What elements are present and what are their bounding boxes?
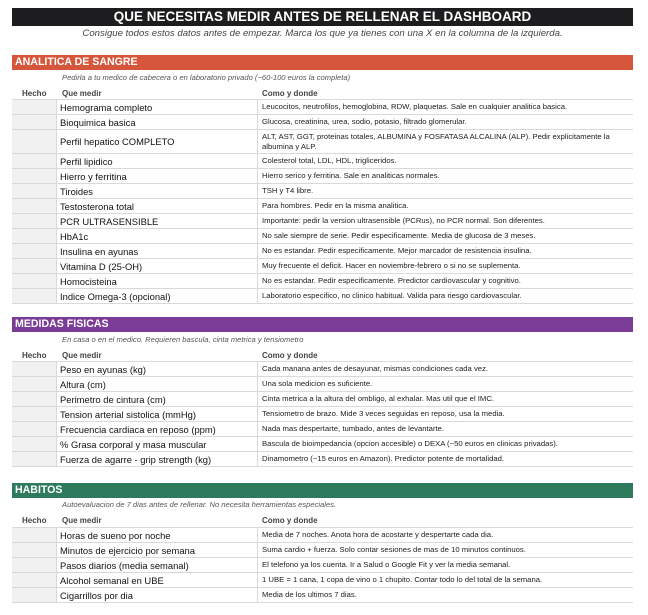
table-row [12,377,633,392]
done-checkbox[interactable] [12,229,57,243]
done-checkbox[interactable] [12,154,57,168]
column-header-how: Como y donde [262,516,318,525]
item-description: Hierro serico y ferritina. Sale en analiticas normales. [262,171,440,180]
table-row [12,289,633,304]
item-name: PCR ULTRASENSIBLE [60,214,258,228]
done-checkbox[interactable] [12,573,57,587]
table-row [12,244,633,259]
item-description: ALT, AST, GGT, proteinas totales, ALBUMINA y FOSFATASA ALCALINA (ALP). Pedir explicitamente la albumina y ALP. [262,131,610,151]
item-description: Colesterol total, LDL, HDL, trigliceridos. [262,156,397,165]
page-title: QUE NECESITAS MEDIR ANTES DE RELLENAR EL DASHBOARD [12,8,633,26]
table-row [12,543,633,558]
table-row [12,362,633,377]
table-row [12,169,633,184]
item-description: Cinta metrica a la altura del ombligo, al exhalar. Mas util que el IMC. [262,394,495,403]
table-row [12,437,633,452]
item-name: Horas de sueno por noche [60,528,258,542]
done-checkbox[interactable] [12,528,57,542]
done-checkbox[interactable] [12,244,57,258]
done-checkbox[interactable] [12,392,57,406]
item-description: No es estandar. Pedir especificamente. Mejor marcador de resistencia insulina. [262,246,532,255]
item-description: Dinamometro (~15 euros en Amazon). Predictor potente de mortalidad. [262,454,505,463]
item-name: HbA1c [60,229,258,243]
item-name: Testosterona total [60,199,258,213]
item-description: 1 UBE = 1 cana, 1 copa de vino o 1 chupito. Contar todo lo del total de la semana. [262,575,543,584]
table-row [12,573,633,588]
item-name: Perfil hepatico COMPLETO [60,130,258,153]
section-note-analitica: Pedirla a tu medico de cabecera o en laboratorio privado (~60-100 euros la completa) [62,73,351,82]
item-description: Nada mas despertarte, tumbado, antes de levantarte. [262,424,445,433]
column-header-how: Como y donde [262,351,318,360]
item-name: Altura (cm) [60,377,258,391]
table-row [12,115,633,130]
column-header-what: Que medir [62,89,102,98]
item-name: Hemograma completo [60,100,258,114]
item-name: Pasos diarios (media semanal) [60,558,258,572]
done-checkbox[interactable] [12,130,57,153]
item-description: Muy frecuente el deficit. Hacer en noviembre-febrero o si no se suplementa. [262,261,521,270]
done-checkbox[interactable] [12,452,57,466]
table-habitos [12,527,633,603]
item-description: No es estandar. Pedir especificamente. Predictor cardiovascular y cognitivo. [262,276,521,285]
column-header-what: Que medir [62,516,102,525]
table-row [12,558,633,573]
done-checkbox[interactable] [12,437,57,451]
item-description: Una sola medicion es suficiente. [262,379,373,388]
done-checkbox[interactable] [12,289,57,303]
item-name: Indice Omega-3 (opcional) [60,289,258,303]
item-description: Cada manana antes de desayunar, mismas condiciones cada vez. [262,364,489,373]
table-row [12,528,633,543]
item-name: Fuerza de agarre - grip strength (kg) [60,452,258,466]
table-row [12,588,633,603]
section-note-habitos: Autoevaluacion de 7 dias antes de rellenar. No necesita herramientas especiales. [62,500,337,509]
column-header-how: Como y donde [262,89,318,98]
item-name: Insulina en ayunas [60,244,258,258]
done-checkbox[interactable] [12,115,57,129]
done-checkbox[interactable] [12,274,57,288]
table-row [12,184,633,199]
table-row [12,199,633,214]
column-header-done: Hecho [22,516,47,525]
item-name: Peso en ayunas (kg) [60,362,258,376]
item-name: Perimetro de cintura (cm) [60,392,258,406]
item-description: No sale siempre de serie. Pedir especificamente. Media de glucosa de 3 meses. [262,231,536,240]
done-checkbox[interactable] [12,259,57,273]
item-description: El telefono ya los cuenta. Ir a Salud o Google Fit y ver la media semanal. [262,560,511,569]
item-description: Media de 7 noches. Anota hora de acostarte y despertarte cada dia. [262,530,494,539]
item-name: % Grasa corporal y masa muscular [60,437,258,451]
done-checkbox[interactable] [12,543,57,557]
table-row [12,422,633,437]
item-name: Minutos de ejercicio por semana [60,543,258,557]
item-name: Tiroides [60,184,258,198]
item-name: Alcohol semanal en UBE [60,573,258,587]
done-checkbox[interactable] [12,184,57,198]
item-description: Media de los ultimos 7 dias. [262,590,357,599]
table-row [12,452,633,467]
item-name: Homocisteina [60,274,258,288]
item-name: Cigarrillos por dia [60,588,258,602]
column-header-what: Que medir [62,351,102,360]
table-row [12,154,633,169]
table-row [12,229,633,244]
done-checkbox[interactable] [12,100,57,114]
done-checkbox[interactable] [12,199,57,213]
done-checkbox[interactable] [12,214,57,228]
item-description: TSH y T4 libre. [262,186,314,195]
section-header-medidas: MEDIDAS FISICAS [12,317,633,332]
item-name: Hierro y ferritina [60,169,258,183]
table-row [12,130,633,154]
item-description: Glucosa, creatinina, urea, sodio, potasio, filtrado glomerular. [262,117,467,126]
table-row [12,214,633,229]
table-row [12,407,633,422]
item-description: Para hombres. Pedir en la misma analitica. [262,201,409,210]
item-description: Bascula de bioimpedancia (opcion accesible) o DEXA (~50 euros en clinicas privadas). [262,439,558,448]
done-checkbox[interactable] [12,377,57,391]
table-row [12,259,633,274]
section-header-habitos: HABITOS [12,483,633,498]
done-checkbox[interactable] [12,558,57,572]
section-note-medidas: En casa o en el medico. Requieren bascula, cinta metrica y tensiometro [62,335,304,344]
item-name: Tension arterial sistolica (mmHg) [60,407,258,421]
done-checkbox[interactable] [12,407,57,421]
done-checkbox[interactable] [12,422,57,436]
item-description: Importante: pedir la version ultrasensible (PCRus), no PCR normal. Son diferentes. [262,216,545,225]
done-checkbox[interactable] [12,588,57,602]
done-checkbox[interactable] [12,362,57,376]
done-checkbox[interactable] [12,169,57,183]
table-row [12,274,633,289]
item-description: Leucocitos, neutrofilos, hemoglobina, RDW, plaquetas. Sale en cualquier analitica basica. [262,102,568,111]
table-analitica [12,99,633,304]
item-description: Suma cardio + fuerza. Solo contar sesiones de mas de 10 minutos continuos. [262,545,526,554]
page-subtitle: Consigue todos estos datos antes de empezar. Marca los que ya tienes con una X en la columna de la izquierda. [82,28,563,39]
column-header-done: Hecho [22,89,47,98]
item-name: Frecuencia cardiaca en reposo (ppm) [60,422,258,436]
column-header-done: Hecho [22,351,47,360]
table-row [12,392,633,407]
section-header-analitica: ANALITICA DE SANGRE [12,55,633,70]
item-name: Vitamina D (25-OH) [60,259,258,273]
item-name: Perfil lipidico [60,154,258,168]
item-description: Laboratorio especifico, no clinico habitual. Valida para riesgo cardiovascular. [262,291,522,300]
item-name: Bioquimica basica [60,115,258,129]
table-medidas [12,361,633,467]
item-description: Tensiometro de brazo. Mide 3 veces seguidas en reposo, usa la media. [262,409,505,418]
table-row [12,100,633,115]
